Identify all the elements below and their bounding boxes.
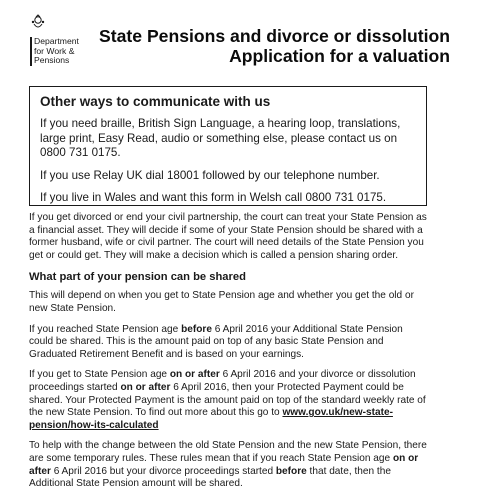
section-paragraph-4: To help with the change between the old State Pension and the new State Pension, there are some temporary rules. These rules mean that if you reach State Pension age on or after 6 April 2016 but your divorce proceedings started before that date, then the Additional State Pension amount will be shared. [29, 440, 427, 490]
page-title [99, 26, 450, 66]
title-line-1: State Pensions and divorce or dissolution [99, 26, 450, 46]
department-name: Department for Work & Pensions [30, 37, 79, 66]
document-body [29, 212, 429, 499]
section-heading: What part of your pension can be shared [29, 271, 246, 284]
section-paragraph-3: If you get to State Pension age on or after 6 April 2016 and your divorce or dissolution proceedings started on or after 6 April 2016, then your Protected Payment could be shared. Your Protected Payment is the amount paid on top of the standard weekly rate of the new State Pension. To find out more about this go to www.gov.uk/new-state-pension/how-its-calculated [29, 369, 426, 431]
title-line-2: Application for a valuation [229, 46, 450, 66]
contact-box-paragraph-1: If you need braille, British Sign Language, a hearing loop, translations, large print, Easy Read, audio or something else, please contact us on 0800 731 0175. [40, 117, 401, 160]
dwp-logo [30, 14, 79, 66]
contact-box [29, 86, 427, 206]
section-paragraph-2: If you reached State Pension age before 6 April 2016 your Additional State Pension could be shared. This is the amount paid on top of any basic State Pension and Graduated Retirement Benefit and is based on your earnings. [29, 323, 403, 360]
contact-box-paragraph-3: If you live in Wales and want this form in Welsh call 0800 731 0175. [40, 191, 387, 205]
new-state-pension-link[interactable]: www.gov.uk/new-state-pension/how-its-calculated [29, 407, 393, 431]
contact-box-paragraph-2: If you use Relay UK dial 18001 followed by our telephone number. [40, 168, 380, 182]
royal-crest-icon [30, 14, 46, 30]
section-paragraph-1: This will depend on when you get to State Pension age and whether you get the old or new State Pension. [29, 290, 414, 314]
intro-paragraph: If you get divorced or end your civil partnership, the court can treat your State Pension as a financial asset. They will decide if some of your State Pension should be shared with a former husband, wife or civil partner. The court will need details of the State Pension you get or could get. They will make a decision which is called a pension sharing order. [29, 212, 427, 261]
contact-box-heading: Other ways to communicate with us [40, 94, 271, 109]
